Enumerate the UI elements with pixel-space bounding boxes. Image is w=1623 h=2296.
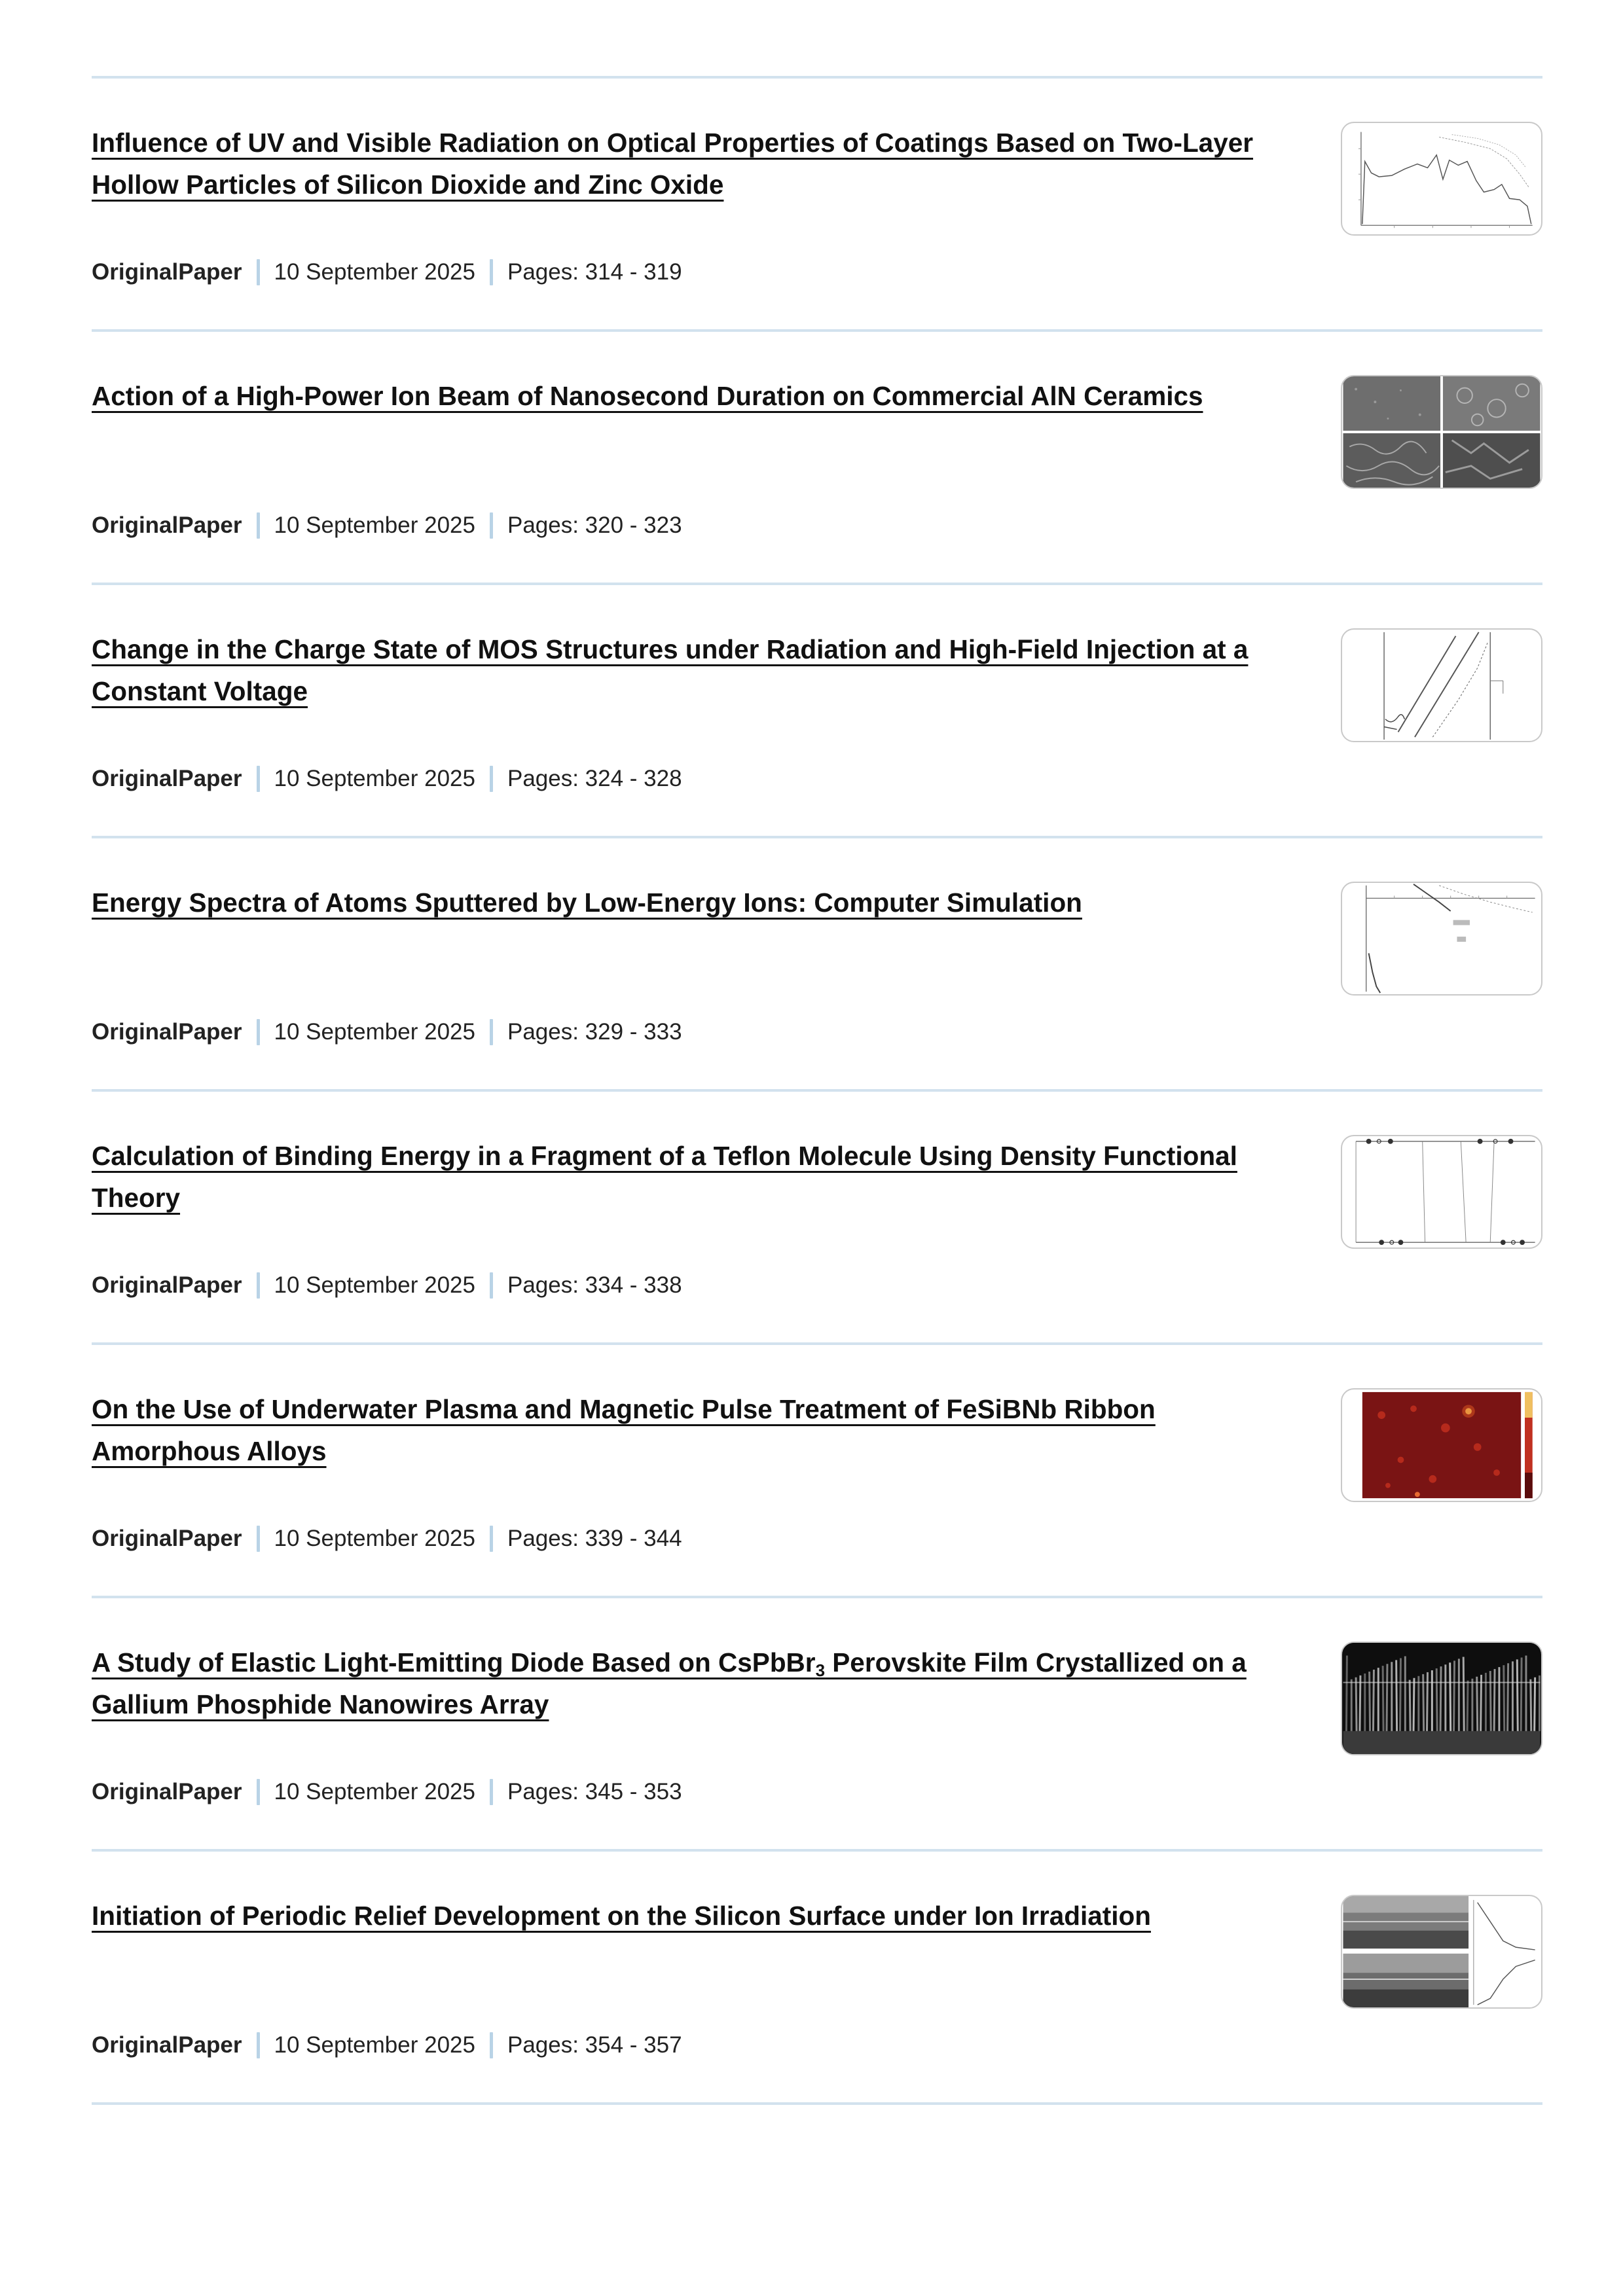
surface-relief-thumbnail-icon[interactable] [1341, 1895, 1542, 2009]
article-title-link[interactable]: Initiation of Periodic Relief Development on the Silicon Surface under Ion Irradiation [92, 1901, 1151, 1931]
article-meta [92, 2028, 682, 2062]
article-date: 10 September 2025 [274, 2032, 475, 2058]
meta-separator [257, 512, 260, 539]
article-pages: Pages: 345 - 353 [507, 1779, 682, 1804]
article-pages: Pages: 324 - 328 [507, 766, 682, 791]
nanowire-stroke [1521, 1657, 1522, 1731]
article-item [92, 1345, 1542, 1598]
article-type: OriginalPaper [92, 1526, 242, 1551]
nanowire-stroke [1517, 1659, 1518, 1731]
nanowire-stroke [1490, 1671, 1491, 1731]
article-title-text: A Study of Elastic Light-Emitting Diode Based on CsPbBr [92, 1647, 816, 1677]
article-title-container [92, 1388, 1283, 1472]
article-title-container [92, 375, 1283, 417]
article-meta [92, 1775, 682, 1809]
article-type: OriginalPaper [92, 2032, 242, 2058]
article-meta [92, 255, 682, 289]
nanowire-stroke [1396, 1660, 1397, 1731]
article-item [92, 79, 1542, 332]
article-date: 10 September 2025 [274, 766, 475, 791]
article-type: OriginalPaper [92, 512, 242, 538]
nanowires-sem-thumbnail-icon[interactable] [1341, 1641, 1542, 1755]
heatmap-thumbnail-icon[interactable] [1341, 1388, 1542, 1502]
article-item [92, 1092, 1542, 1345]
article-title-container [92, 1135, 1283, 1219]
nanowire-stroke [1454, 1660, 1455, 1731]
article-title-link[interactable]: Change in the Charge State of MOS Structures under Radiation and High-Field Injection at a Constant Voltage [92, 634, 1249, 706]
article-list [92, 79, 1542, 2105]
article-item [92, 332, 1542, 585]
meta-separator [257, 2032, 260, 2058]
meta-separator [490, 512, 493, 539]
meta-separator [490, 1272, 493, 1299]
article-title-container [92, 1641, 1283, 1725]
nanowire-stroke [1481, 1675, 1482, 1731]
article-title-container [92, 1895, 1283, 1937]
meta-separator [257, 1272, 260, 1299]
article-item [92, 585, 1542, 838]
article-title-link[interactable]: Influence of UV and Visible Radiation on Optical Properties of Coatings Based on Two-Layer Hollow Particles of Silicon Dioxide and Zinc Oxide [92, 128, 1254, 200]
article-pages: Pages: 339 - 344 [507, 1526, 682, 1551]
band-diagram-thumbnail-icon[interactable] [1341, 628, 1542, 742]
meta-separator [490, 259, 493, 285]
article-item [92, 838, 1542, 1092]
meta-separator [257, 766, 260, 792]
article-title-text: Perovskite Film Crystallized on a Gallium Phosphide Nanowires Array [92, 1647, 1247, 1719]
meta-separator [490, 1526, 493, 1552]
nanowire-stroke [1494, 1669, 1495, 1731]
article-title-link[interactable]: Calculation of Binding Energy in a Fragment of a Teflon Molecule Using Density Functional Theory [92, 1141, 1237, 1213]
article-type: OriginalPaper [92, 766, 242, 791]
meta-separator [257, 1779, 260, 1805]
meta-separator [490, 766, 493, 792]
article-date: 10 September 2025 [274, 1779, 475, 1804]
article-title-container [92, 628, 1283, 712]
article-meta [92, 1015, 682, 1049]
nanowire-stroke [1346, 1656, 1347, 1731]
article-title-container [92, 122, 1283, 206]
article-date: 10 September 2025 [274, 259, 475, 285]
article-type: OriginalPaper [92, 259, 242, 285]
article-type: OriginalPaper [92, 1779, 242, 1804]
article-title-container [92, 882, 1283, 924]
nanowire-stroke [1467, 1681, 1468, 1731]
meta-separator [490, 1019, 493, 1045]
article-item [92, 1852, 1542, 2105]
article-meta [92, 509, 682, 543]
spectrum-plot-thumbnail-icon[interactable] [1341, 122, 1542, 236]
article-date: 10 September 2025 [274, 1019, 475, 1045]
article-meta [92, 762, 682, 796]
article-title-link[interactable]: Energy Spectra of Atoms Sputtered by Low-Energy Ions: Computer Simulation [92, 888, 1082, 918]
meta-separator [257, 259, 260, 285]
nanowire-stroke [1436, 1668, 1437, 1731]
article-date: 10 September 2025 [274, 512, 475, 538]
nanowire-stroke [1413, 1678, 1414, 1731]
meta-separator [490, 1779, 493, 1805]
energy-spectrum-thumbnail-icon[interactable] [1341, 882, 1542, 996]
article-date: 10 September 2025 [274, 1272, 475, 1298]
article-pages: Pages: 329 - 333 [507, 1019, 682, 1045]
article-type: OriginalPaper [92, 1019, 242, 1045]
nanowire-stroke [1440, 1666, 1441, 1731]
nanowire-stroke [1356, 1677, 1357, 1731]
article-pages: Pages: 354 - 357 [507, 2032, 682, 2058]
article-title-link[interactable]: On the Use of Underwater Plasma and Magnetic Pulse Treatment of FeSiBNb Ribbon Amorphous Alloys [92, 1394, 1156, 1466]
article-pages: Pages: 320 - 323 [507, 512, 682, 538]
nanowire-stroke [1427, 1672, 1428, 1731]
sem-micrograph-thumbnail-icon[interactable] [1341, 375, 1542, 489]
nanowire-stroke [1450, 1662, 1451, 1731]
article-title-link[interactable] [92, 1647, 1247, 1719]
nanowire-stroke [1477, 1677, 1478, 1731]
article-date: 10 September 2025 [274, 1526, 475, 1551]
article-title-subscript: 3 [815, 1660, 826, 1680]
article-item [92, 1598, 1542, 1852]
article-title-link[interactable]: Action of a High-Power Ion Beam of Nanosecond Duration on Commercial AlN Ceramics [92, 381, 1203, 411]
nanowire-stroke [1463, 1657, 1464, 1731]
article-pages: Pages: 314 - 319 [507, 259, 682, 285]
article-type: OriginalPaper [92, 1272, 242, 1298]
meta-separator [490, 2032, 493, 2058]
article-pages: Pages: 334 - 338 [507, 1272, 682, 1298]
meta-separator [257, 1526, 260, 1552]
article-meta [92, 1522, 682, 1556]
article-meta [92, 1268, 682, 1302]
meta-separator [257, 1019, 260, 1045]
molecule-structure-thumbnail-icon[interactable] [1341, 1135, 1542, 1249]
nanowire-stroke [1373, 1670, 1374, 1731]
